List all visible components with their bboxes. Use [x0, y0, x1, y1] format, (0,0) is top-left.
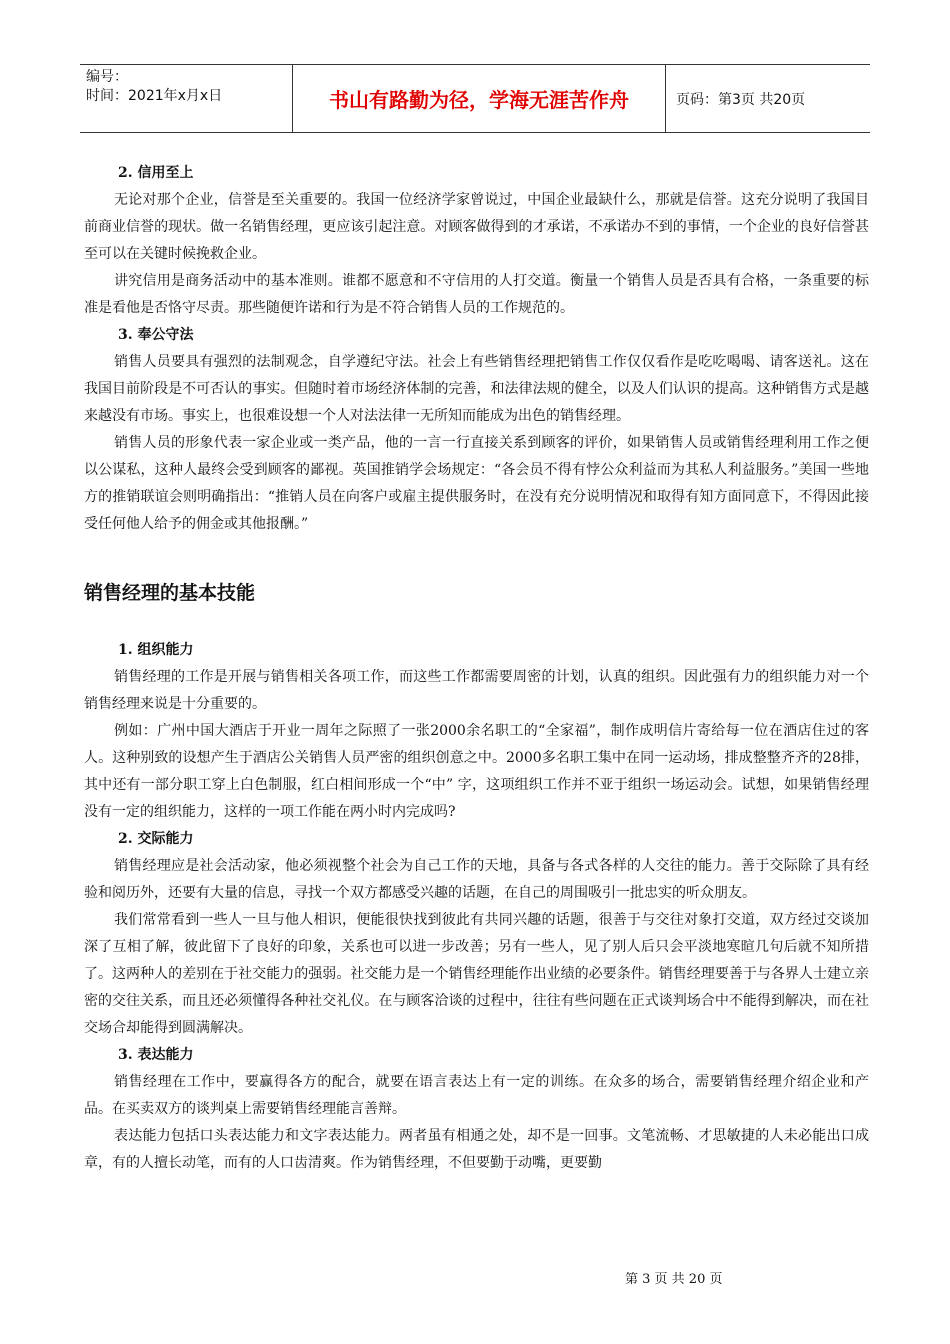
- header-page-info: 页码：第3页 共20页: [676, 91, 806, 108]
- section-title-organize: 1. 组织能力: [118, 642, 194, 658]
- paragraph: 例如：广州中国大酒店于开业一周年之际照了一张2000余名职工的“全家福”，制作成明信片寄给每一位在酒店住过的客人。这种别致的设想产生于酒店公关销售人员严密的组织创意之中。2000多名职工集中在同一运动场，排成整整齐齐的28排，其中还有一部分职工穿上白色制服，红白相间形成一个“中” 字，这项组织工作并不亚于组织一场运动会。试想，如果销售经理没有一定的组织能力，这样的一项工作能在两小时内完成吗?: [84, 723, 869, 820]
- paragraph: 销售经理在工作中，要赢得各方的配合，就要在语言表达上有一定的训练。在众多的场合，需要销售经理介绍企业和产品。在买卖双方的谈判桌上需要销售经理能言善辩。: [84, 1074, 869, 1117]
- document-body: [84, 160, 869, 1177]
- page-header: [80, 64, 870, 133]
- paragraph: 无论对那个企业，信誉是至关重要的。我国一位经济学家曾说过，中国企业最缺什么，那就是信誉。这充分说明了我国目前商业信誉的现状。做一名销售经理，更应该引起注意。对顾客做得到的才承诺，不承诺办不到的事情，一个企业的良好信誉甚至可以在关键时候挽救企业。: [84, 192, 869, 262]
- number-label: 编号：: [86, 69, 128, 85]
- section-title-expression: 3. 表达能力: [118, 1047, 194, 1063]
- time-label: 时间：2021年x月x日: [86, 88, 223, 104]
- paragraph: 销售经理的工作是开展与销售相关各项工作，而这些工作都需要周密的计划，认真的组织。因此强有力的组织能力对一个销售经理来说是十分重要的。: [84, 669, 869, 712]
- section-title-credit: 2. 信用至上: [118, 165, 194, 181]
- paragraph: 表达能力包括口头表达能力和文字表达能力。两者虽有相通之处，却不是一回事。文笔流畅、才思敏捷的人未必能出口成章，有的人擅长动笔，而有的人口齿清爽。作为销售经理，不但要勤于动嘴，更要勤: [84, 1128, 869, 1171]
- paragraph: 销售人员要具有强烈的法制观念，自学遵纪守法。社会上有些销售经理把销售工作仅仅看作是吃吃喝喝、请客送礼。这在我国目前阶段是不可否认的事实。但随时着市场经济体制的完善，和法律法规的健全，以及人们认识的提高。这种销售方式是越来越没有市场。事实上，也很难设想一个人对法法律一无所知而能成为出色的销售经理。: [84, 354, 869, 424]
- header-motto: 书山有路勤为径，学海无涯苦作舟: [292, 65, 666, 132]
- footer-page-number: 第 3 页 共 20 页: [625, 1272, 723, 1287]
- header-meta: [80, 65, 292, 132]
- paragraph: 销售人员的形象代表一家企业或一类产品，他的一言一行直接关系到顾客的评价，如果销售人员或销售经理利用工作之便以公谋私，这种人最终会受到顾客的鄙视。英国推销学会场规定：“各会员不得有悖公众利益而为其私人利益服务。”美国一些地方的推销联谊会则明确指出：“推销人员在向客户或雇主提供服务时，在没有充分说明情况和取得有知方面同意下，不得因此接受任何他人给予的佣金或其他报酬。”: [84, 435, 869, 532]
- main-heading: 销售经理的基本技能: [84, 582, 256, 604]
- section-title-law: 3. 奉公守法: [118, 327, 194, 343]
- paragraph: 讲究信用是商务活动中的基本准则。谁都不愿意和不守信用的人打交道。衡量一个销售人员是否具有合格，一条重要的标准是看他是否恪守尽责。那些随便许诺和行为是不符合销售人员的工作规范的。: [84, 273, 869, 316]
- section-title-social: 2. 交际能力: [118, 831, 194, 847]
- paragraph: 销售经理应是社会活动家，他必须视整个社会为自己工作的天地，具备与各式各样的人交往的能力。善于交际除了具有经验和阅历外，还要有大量的信息，寻找一个双方都感受兴趣的话题，在自己的周围吸引一批忠实的听众朋友。: [84, 858, 869, 901]
- paragraph: 我们常常看到一些人一旦与他人相识，便能很快找到彼此有共同兴趣的话题，很善于与交往对象打交道，双方经过交谈加深了互相了解，彼此留下了良好的印象，关系也可以进一步改善；另有一些人，见了别人后只会平淡地寒暄几句后就不知所措了。这两种人的差别在于社交能力的强弱。社交能力是一个销售经理能作出业绩的必要条件。销售经理要善于与各界人士建立亲密的交往关系，而且还必须懂得各种社交礼仪。在与顾客洽谈的过程中，往往有些问题在正式谈判场合中不能得到解决，而在社交场合却能得到圆满解决。: [84, 912, 869, 1036]
